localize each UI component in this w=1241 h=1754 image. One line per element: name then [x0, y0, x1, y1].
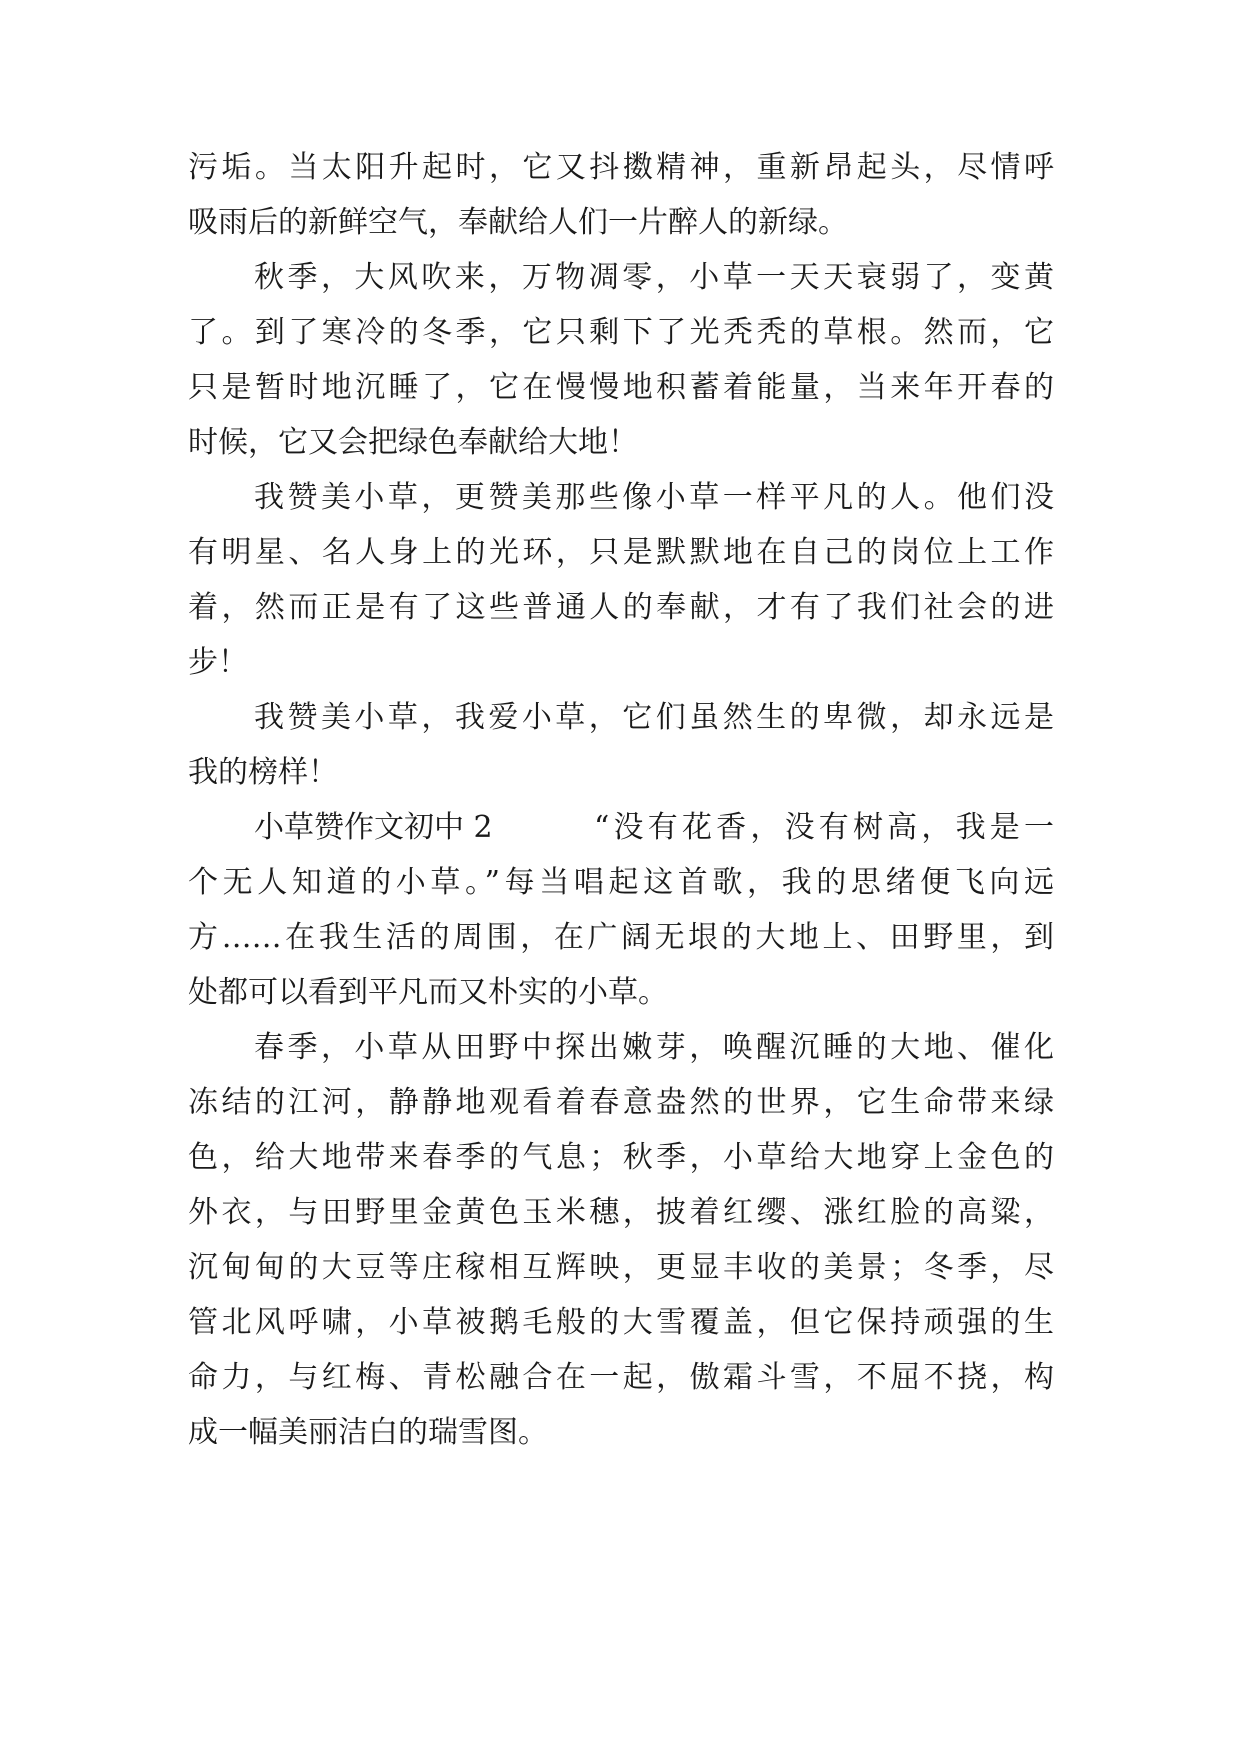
document-page: [188, 0, 1054, 1754]
text-line: 步！: [188, 645, 248, 680]
text-line: 有明星、名人身上的光环，只是默默地在自己的岗位上工作: [188, 535, 1054, 570]
section-title: 小草赞作文初中 2: [254, 810, 493, 845]
text-line: 管北风呼啸，小草被鹅毛般的大雪覆盖，但它保持顽强的生: [188, 1305, 1054, 1340]
text-line: 外衣，与田野里金黄色玉米穗，披着红缨、涨红脸的高粱，: [188, 1195, 1054, 1230]
text-line: 处都可以看到平凡而又朴实的小草。: [188, 975, 668, 1010]
text-line: 我的榜样！: [188, 755, 338, 790]
paragraph-first-line: 我赞美小草，我爱小草，它们虽然生的卑微，却永远是: [254, 700, 1054, 735]
text-line: 成一幅美丽洁白的瑞雪图。: [188, 1415, 548, 1450]
text-line: 污垢。当太阳升起时，它又抖擞精神，重新昂起头，尽情呼: [188, 150, 1054, 185]
section-heading-line: [254, 798, 1054, 858]
text-line: 着，然而正是有了这些普通人的奉献，才有了我们社会的进: [188, 590, 1054, 625]
text-segment: “没有花香，没有树高，我是一: [594, 810, 1054, 845]
text-line: 冻结的江河，静静地观看着春意盎然的世界，它生命带来绿: [188, 1085, 1054, 1120]
text-line: 方……在我生活的周围，在广阔无垠的大地上、田野里，到: [188, 920, 1054, 955]
text-line: 沉甸甸的大豆等庄稼相互辉映，更显丰收的美景；冬季，尽: [188, 1250, 1054, 1285]
text-line: 色，给大地带来春季的气息；秋季，小草给大地穿上金色的: [188, 1140, 1054, 1175]
text-line: 时候，它又会把绿色奉献给大地！: [188, 425, 638, 460]
paragraph-first-line: 秋季，大风吹来，万物凋零，小草一天天衰弱了，变黄: [254, 260, 1054, 295]
text-line: 个无人知道的小草。”每当唱起这首歌，我的思绪便飞向远: [188, 865, 1054, 900]
paragraph-first-line: 我赞美小草，更赞美那些像小草一样平凡的人。他们没: [254, 480, 1054, 515]
text-line: 吸雨后的新鲜空气，奉献给人们一片醉人的新绿。: [188, 205, 848, 240]
paragraph-first-line: 春季，小草从田野中探出嫩芽，唤醒沉睡的大地、催化: [254, 1030, 1054, 1065]
text-line: 了。到了寒冷的冬季，它只剩下了光秃秃的草根。然而，它: [188, 315, 1054, 350]
text-line: 只是暂时地沉睡了，它在慢慢地积蓄着能量，当来年开春的: [188, 370, 1054, 405]
text-line: 命力，与红梅、青松融合在一起，傲霜斗雪，不屈不挠，构: [188, 1360, 1054, 1395]
